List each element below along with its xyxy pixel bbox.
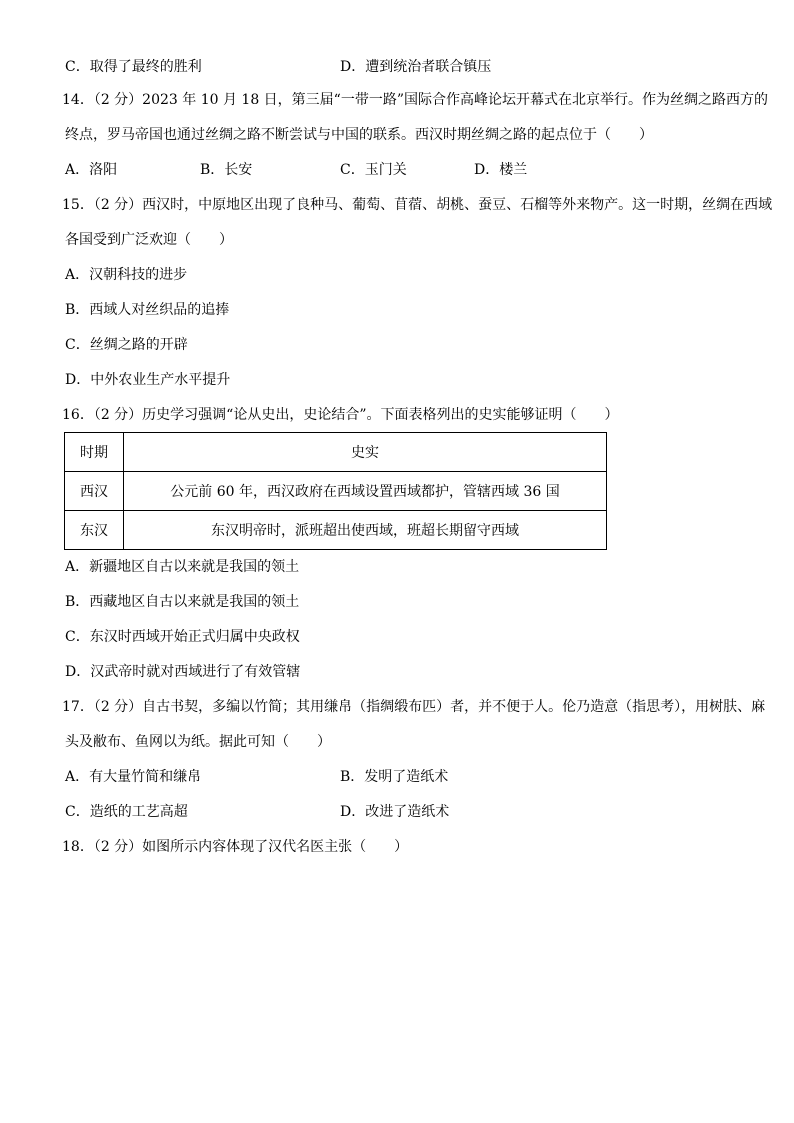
q15-stem-line2: 各国受到广泛欢迎（ ） [65, 232, 233, 248]
table-header-facts: 史实 [124, 433, 607, 472]
table-cell-period: 东汉 [65, 511, 124, 550]
q15-stem-line1: 15．（2 分）西汉时，中原地区出现了良种马、葡萄、苜蓿、胡桃、蚕豆、石榴等外来物产。这一时期，丝绸在西域 [62, 197, 773, 213]
q17-option-a[interactable]: A．有大量竹简和缣帛 [65, 769, 202, 785]
q17-stem-line2: 头及敝布、鱼网以为纸。据此可知（ ） [65, 734, 331, 750]
table-row [65, 511, 607, 550]
q15-option-c[interactable]: C．丝绸之路的开辟 [65, 337, 188, 353]
table-cell-fact: 东汉明帝时，派班超出使西域，班超长期留守西域 [124, 511, 607, 550]
q14-stem-line2: 终点，罗马帝国也通过丝绸之路不断尝试与中国的联系。西汉时期丝绸之路的起点位于（ ） [65, 127, 653, 143]
q14-option-d[interactable]: D．楼兰 [474, 162, 528, 178]
table-header-row [65, 433, 607, 472]
q14-option-b[interactable]: B．长安 [200, 162, 253, 178]
table-cell-period: 西汉 [65, 472, 124, 511]
q18-stem-line1: 18．（2 分）如图所示内容体现了汉代名医主张（ ） [62, 839, 409, 855]
history-facts-table [64, 432, 607, 550]
q13-option-d[interactable]: D．遭到统治者联合镇压 [340, 59, 492, 75]
q17-option-b[interactable]: B．发明了造纸术 [340, 769, 449, 785]
q16-option-b[interactable]: B．西藏地区自古以来就是我国的领土 [65, 594, 300, 610]
q15-option-b[interactable]: B．西域人对丝织品的追捧 [65, 302, 230, 318]
q15-option-a[interactable]: A．汉朝科技的进步 [65, 267, 188, 283]
q17-option-c[interactable]: C．造纸的工艺高超 [65, 804, 188, 820]
q17-option-d[interactable]: D．改进了造纸术 [340, 804, 450, 820]
q16-option-c[interactable]: C．东汉时西域开始正式归属中央政权 [65, 629, 300, 645]
q14-option-c[interactable]: C．玉门关 [340, 162, 407, 178]
q16-option-d[interactable]: D．汉武帝时就对西域进行了有效管辖 [65, 664, 301, 680]
table-header-period: 时期 [65, 433, 124, 472]
table-row [65, 472, 607, 511]
q14-stem-line1: 14．（2 分）2023 年 10 月 18 日，第三届“一带一路”国际合作高峰论坛开幕式在北京举行。作为丝绸之路西方的 [62, 92, 768, 108]
q17-stem-line1: 17．（2 分）自古书契，多编以竹简；其用缣帛（指绸缎布匹）者，并不便于人。伦乃造意（指思考），用树肤、麻 [62, 699, 766, 715]
q13-option-c[interactable]: C．取得了最终的胜利 [65, 59, 202, 75]
q16-stem-line1: 16．（2 分）历史学习强调“论从史出，史论结合”。下面表格列出的史实能够证明（ ） [62, 407, 619, 423]
q14-option-a[interactable]: A．洛阳 [65, 162, 118, 178]
q15-option-d[interactable]: D．中外农业生产水平提升 [65, 372, 231, 388]
table-cell-fact: 公元前 60 年，西汉政府在西域设置西域都护，管辖西域 36 国 [124, 472, 607, 511]
q16-option-a[interactable]: A．新疆地区自古以来就是我国的领土 [65, 559, 300, 575]
